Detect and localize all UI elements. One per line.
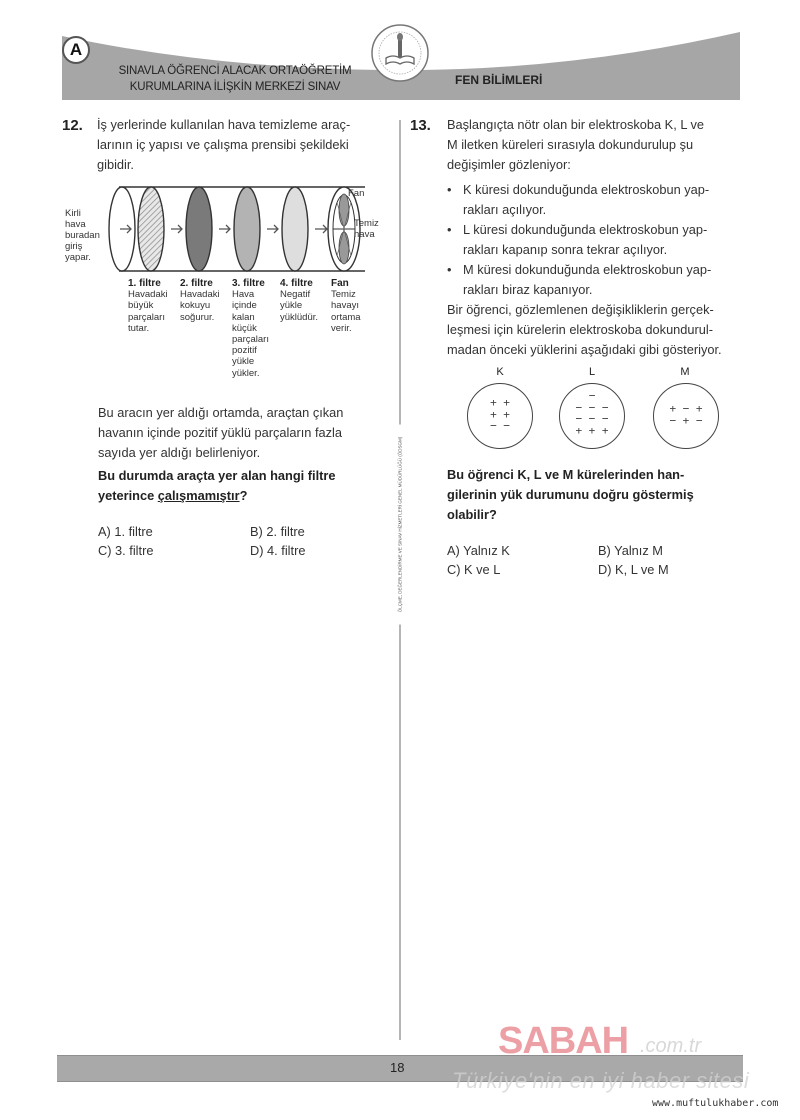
q13-stem bbox=[447, 115, 747, 175]
inlet-label bbox=[65, 208, 100, 263]
observation-line: M küresi dokunduğunda elektroskobun yap- bbox=[463, 262, 712, 277]
charge-row: + + bbox=[490, 396, 510, 409]
desc-line: Negatif bbox=[280, 289, 311, 301]
meb-emblem-icon bbox=[370, 22, 430, 84]
desc-line: parçaları bbox=[128, 311, 165, 323]
watermark-slogan: Türkiye'nin en iyi haber sitesi bbox=[452, 1068, 750, 1093]
filter-4-description bbox=[280, 278, 332, 323]
sphere-m-label: M bbox=[680, 366, 690, 378]
observation-line: rakları kapanıp sonra tekrar açılıyor. bbox=[463, 242, 668, 257]
desc-line: yükle bbox=[232, 356, 255, 368]
filter-title: Fan bbox=[331, 278, 349, 289]
page-number: 18 bbox=[390, 1060, 405, 1075]
charge-row: − − − bbox=[575, 400, 609, 414]
exam-title-line1: SINAVLA ÖĞRENCİ ALACAK ORTAÖĞRETİM bbox=[118, 65, 352, 77]
inlet-label-line: Kirli bbox=[65, 208, 81, 219]
bullet-icon: • bbox=[447, 262, 452, 277]
desc-line: kokuyu bbox=[180, 300, 211, 312]
observation-line: L küresi dokunduğunda elektroskobun yap- bbox=[463, 222, 708, 237]
inlet-label-line: hava bbox=[65, 219, 86, 230]
q12-option-a[interactable]: A) 1. filtre bbox=[98, 524, 153, 539]
desc-line: Havadaki bbox=[180, 289, 220, 301]
q12-option-c[interactable]: C) 3. filtre bbox=[98, 543, 154, 558]
exam-title-line2: KURUMLARINA İLİŞKİN MERKEZİ SINAV bbox=[129, 81, 341, 93]
desc-line: Havadaki bbox=[128, 289, 168, 301]
desc-line: parçaları bbox=[232, 334, 269, 346]
q12-stem bbox=[97, 115, 382, 175]
q12-stem-line: gibidir. bbox=[97, 157, 134, 172]
desc-line: Temiz bbox=[331, 289, 356, 301]
q13-question-line: olabilir? bbox=[447, 507, 497, 522]
desc-line: verir. bbox=[331, 322, 352, 334]
filter-2-description bbox=[180, 278, 232, 323]
q13-paragraph-line: madan önceki yüklerini aşağıdaki gibi gösteriyor. bbox=[447, 342, 722, 357]
q13-option-a[interactable]: A) Yalnız K bbox=[447, 543, 510, 558]
filter-1-description bbox=[128, 278, 180, 334]
charge-row: − − bbox=[490, 419, 510, 432]
q13-stem-line: Başlangıçta nötr olan bir elektroskoba K, L ve bbox=[447, 117, 705, 132]
q13-option-b[interactable]: B) Yalnız M bbox=[598, 543, 663, 558]
publisher-vertical-label: ÖLÇME, DEĞERLENDİRME VE SINAV HİZMETLERİ GENEL MÜDÜRLÜĞÜ (ÖDSGM) bbox=[396, 425, 405, 625]
q12-question-text: yeterince bbox=[98, 488, 158, 503]
desc-line: ortama bbox=[331, 311, 361, 323]
filter-title: 2. filtre bbox=[180, 278, 213, 289]
subject-title: FEN BİLİMLERİ bbox=[455, 73, 543, 87]
outlet-label-line: Temiz bbox=[354, 218, 379, 229]
filter-title: 1. filtre bbox=[128, 278, 161, 289]
desc-line: kalan bbox=[232, 311, 255, 323]
q13-paragraph-line: leşmesi için kürelerin elektroskoba dokundurul- bbox=[447, 322, 714, 337]
filter-title: 3. filtre bbox=[232, 278, 265, 289]
q12-stem-line: larının iç yapısı ve çalışma prensibi şekildeki bbox=[97, 137, 349, 152]
q12-number: 12. bbox=[62, 117, 83, 134]
fan-description bbox=[331, 278, 383, 334]
q12-paragraph-line: Bu aracın yer aldığı ortamda, araçtan çıkan bbox=[98, 405, 344, 420]
inlet-label-line: giriş bbox=[65, 241, 83, 252]
sabah-watermark-logo: SABAH bbox=[498, 1020, 629, 1062]
booklet-letter-badge: A bbox=[62, 36, 90, 64]
observation-line: rakları açılıyor. bbox=[463, 202, 547, 217]
q13-stem-line: M iletken küreleri sırasıyla dokundurulup şu bbox=[447, 137, 694, 152]
sphere-l-label: L bbox=[588, 366, 596, 378]
q12-paragraph-line: sayıda yer aldığı belirleniyor. bbox=[98, 445, 261, 460]
q12-question-line bbox=[98, 486, 388, 506]
filter-3-description bbox=[232, 278, 284, 379]
q12-question bbox=[98, 466, 388, 506]
sphere-m-charges bbox=[654, 403, 718, 426]
q13-paragraph bbox=[447, 300, 747, 360]
inlet-label-line: yapar. bbox=[65, 252, 91, 263]
q12-option-b[interactable]: B) 2. filtre bbox=[250, 524, 305, 539]
observation-line: K küresi dokunduğunda elektroskobun yap- bbox=[463, 182, 710, 197]
desc-line: yükler. bbox=[232, 367, 260, 379]
q13-observation-m bbox=[447, 260, 748, 300]
watermark-domain: .com.tr bbox=[640, 1035, 702, 1057]
q13-option-d[interactable]: D) K, L ve M bbox=[598, 562, 669, 577]
charge-row: + − + bbox=[669, 402, 703, 415]
desc-line: tutar. bbox=[128, 322, 150, 334]
q12-question-emphasis: çalışmamıştır bbox=[157, 488, 240, 503]
q12-stem-line: İş yerlerinde kullanılan hava temizleme araç- bbox=[97, 117, 351, 132]
charge-row: + + bbox=[490, 407, 510, 421]
q12-paragraph-line: havanın içinde pozitif yüklü parçaların fazla bbox=[98, 425, 342, 440]
sphere-k-label: K bbox=[496, 366, 504, 378]
charge-row: − − − bbox=[575, 412, 609, 425]
outlet-label-line: hava bbox=[354, 229, 375, 240]
observation-line: rakları biraz kapanıyor. bbox=[463, 282, 593, 297]
desc-line: yükle bbox=[280, 300, 303, 312]
q13-number: 13. bbox=[410, 117, 431, 134]
charge-row: − bbox=[588, 389, 596, 402]
desc-line: küçük bbox=[232, 322, 257, 334]
q13-stem-line: değişimler gözleniyor: bbox=[447, 157, 571, 172]
desc-line: yüklüdür. bbox=[280, 311, 319, 323]
bullet-icon: • bbox=[447, 182, 452, 197]
fan-label: Fan bbox=[348, 188, 365, 199]
sphere-k-charges bbox=[468, 397, 532, 432]
inlet-label-line: buradan bbox=[65, 230, 100, 241]
q13-option-c[interactable]: C) K ve L bbox=[447, 562, 501, 577]
desc-line: havayı bbox=[331, 300, 359, 312]
desc-line: içinde bbox=[232, 300, 257, 312]
q12-paragraph bbox=[98, 403, 388, 463]
bullet-icon: • bbox=[447, 222, 452, 237]
outlet-label bbox=[354, 218, 379, 240]
charge-row: + + + bbox=[575, 423, 609, 437]
q13-observation-l bbox=[447, 220, 748, 260]
q13-question-line: gilerinin yük durumunu doğru göstermiş bbox=[447, 487, 694, 502]
q13-question-line: Bu öğrenci K, L ve M kürelerinden han- bbox=[447, 467, 685, 482]
desc-line: soğurur. bbox=[180, 311, 215, 323]
sphere-l-charges bbox=[560, 390, 624, 436]
source-url: www.muftulukhaber.com bbox=[652, 1098, 779, 1109]
q13-question bbox=[447, 465, 747, 525]
q13-observation-k bbox=[447, 180, 748, 220]
desc-line: Hava bbox=[232, 289, 255, 301]
q12-option-d[interactable]: D) 4. filtre bbox=[250, 543, 306, 558]
charge-row: − + − bbox=[669, 413, 703, 427]
filter-title: 4. filtre bbox=[280, 278, 313, 289]
desc-line: büyük bbox=[128, 300, 154, 312]
q12-question-line: Bu durumda araçta yer alan hangi filtre bbox=[98, 468, 336, 483]
air-purifier-diagram bbox=[65, 182, 395, 282]
q13-paragraph-line: Bir öğrenci, gözlemlenen değişikliklerin gerçek- bbox=[447, 302, 714, 317]
desc-line: pozitif bbox=[232, 345, 257, 357]
q12-question-mark: ? bbox=[239, 488, 248, 503]
